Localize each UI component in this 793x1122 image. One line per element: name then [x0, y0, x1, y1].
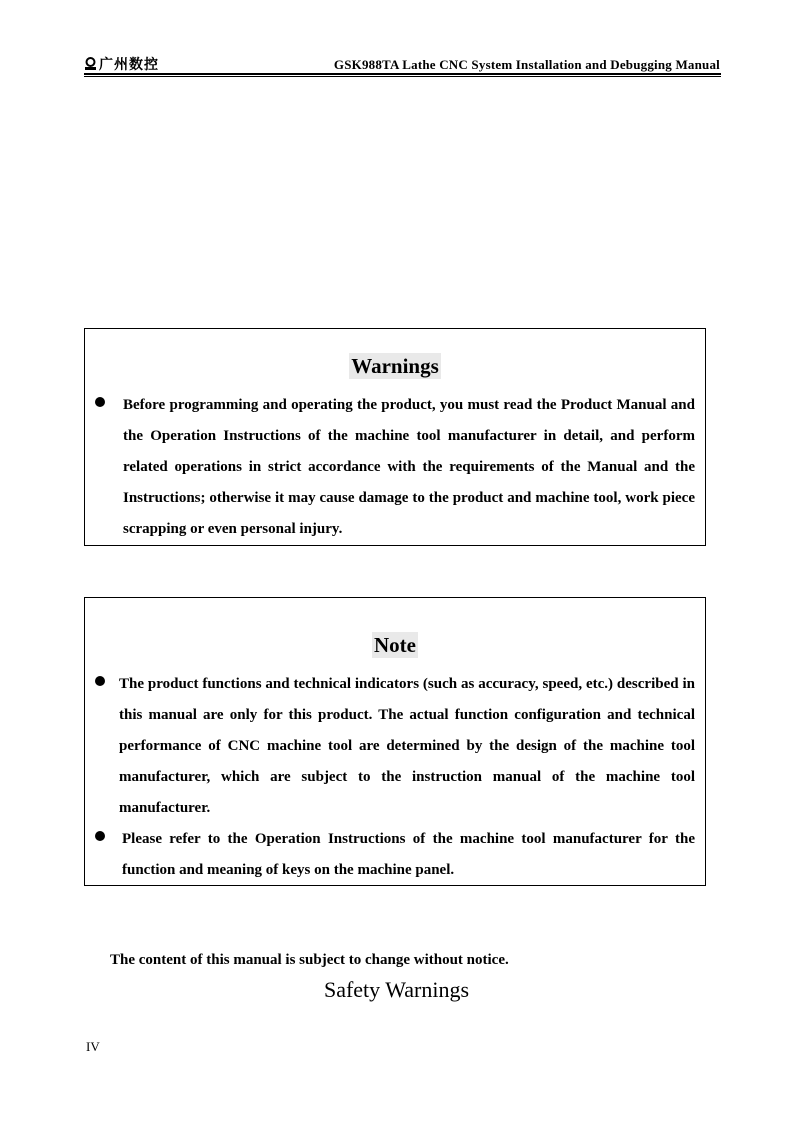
logo-text: 广州数控	[99, 57, 159, 73]
bullet-icon	[95, 831, 105, 841]
warning-text: Before programming and operating the product, you must read the Product Manual and the Operation Instructions of the machine tool manufacturer in detail, and perform related operations in strict accordance with the requirements of the Manual and the Instructions; otherwise it may cause damage to the product and machine tool, work piece scrapping or even personal injury.	[123, 397, 695, 537]
company-logo	[84, 54, 159, 74]
note-box	[84, 597, 706, 886]
gsk-logo-icon	[84, 57, 97, 71]
header-rule	[84, 73, 721, 75]
warnings-title: Warnings	[351, 354, 439, 378]
header-rule-thin	[84, 76, 721, 77]
note-text: The product functions and technical indicators (such as accuracy, speed, etc.) described in this manual are only for this product. The actual function configuration and technical performance of CNC machine tool are determined by the design of the machine tool manufacturer, which are subject to the instruction manual of the machine tool manufacturer.	[119, 676, 695, 816]
warnings-box	[84, 328, 706, 546]
page-header	[84, 52, 721, 74]
note-title: Note	[374, 633, 416, 657]
manual-title: GSK988TA Lathe CNC System Installation and Debugging Manual	[333, 57, 720, 72]
note-item	[85, 824, 695, 886]
section-title: Safety Warnings	[323, 977, 470, 1002]
bullet-icon	[95, 397, 105, 407]
note-text: Please refer to the Operation Instructions of the machine tool manufacturer for the function and meaning of keys on the machine panel.	[122, 831, 695, 878]
note-item	[85, 669, 695, 824]
page-number: IV	[86, 1039, 100, 1054]
warning-item	[85, 390, 695, 545]
change-notice: The content of this manual is subject to change without notice.	[110, 952, 509, 968]
bullet-icon	[95, 676, 105, 686]
